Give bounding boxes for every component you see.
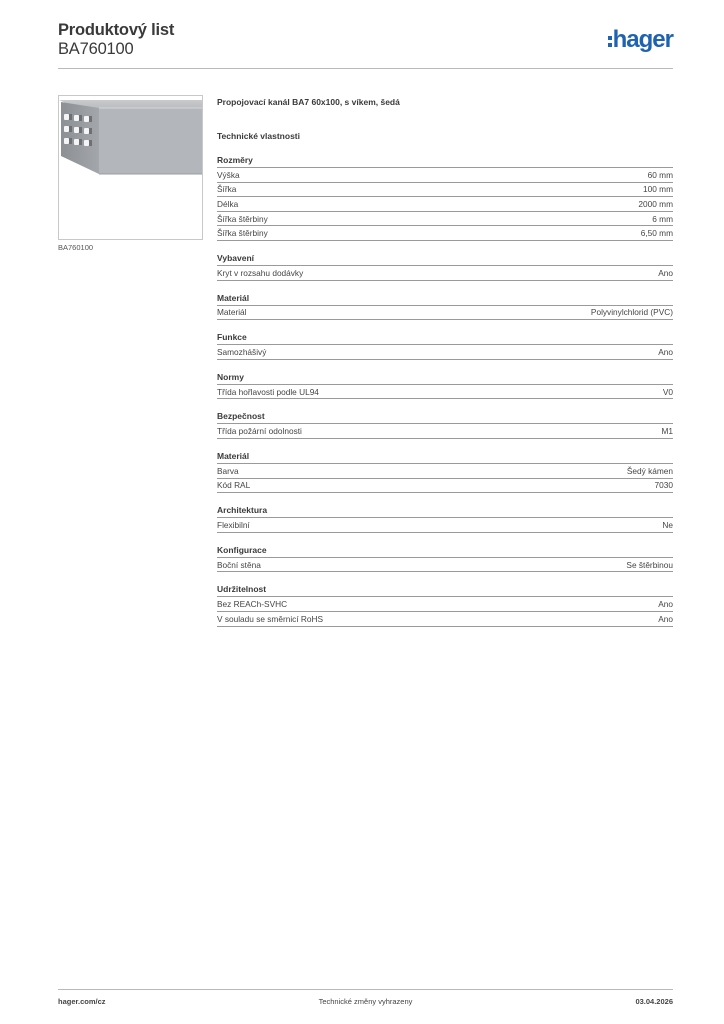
spec-section: [217, 583, 673, 626]
spec-label: Výška: [217, 169, 240, 180]
section-title: Architektura: [217, 504, 673, 518]
section-title: Rozměry: [217, 154, 673, 168]
spec-value: 100 mm: [643, 184, 673, 195]
footer-note: Technické změny vyhrazeny: [318, 997, 413, 1006]
spec-section: [217, 410, 673, 439]
spec-label: Boční stěna: [217, 559, 261, 570]
spec-value: Ano: [658, 599, 673, 610]
spec-value: 6 mm: [652, 213, 673, 224]
technical-properties-heading: Technické vlastnosti: [217, 131, 300, 141]
logo-text: hager: [612, 26, 673, 53]
section-title: Bezpečnost: [217, 410, 673, 424]
spec-value: Ano: [658, 346, 673, 357]
page-header: [58, 20, 673, 70]
spec-section: [217, 544, 673, 573]
spec-value: V0: [662, 386, 673, 397]
spec-value: Ano: [658, 267, 673, 278]
section-title: Funkce: [217, 331, 673, 345]
spec-row: [217, 385, 673, 400]
section-title: Udržitelnost: [217, 583, 673, 597]
spec-label: Flexibilní: [217, 519, 250, 530]
spec-value: 6,50 mm: [640, 228, 673, 239]
spec-row: [217, 424, 673, 439]
spec-section: [217, 450, 673, 493]
section-title: Materiál: [217, 450, 673, 464]
spec-label: Šířka štěrbiny: [217, 228, 268, 239]
spec-label: Materiál: [217, 307, 247, 318]
spec-row: [217, 612, 673, 627]
spec-label: Třída požární odolnosti: [217, 426, 302, 437]
spec-row: [217, 518, 673, 533]
spec-value: Ano: [658, 613, 673, 624]
spec-row: [217, 479, 673, 494]
spec-label: V souladu se směrnicí RoHS: [217, 613, 324, 624]
footer-website-link[interactable]: hager.com/cz: [58, 997, 106, 1006]
spec-row: [217, 597, 673, 612]
hager-logo[interactable]: [608, 27, 673, 53]
spec-sections: [217, 154, 673, 627]
image-caption: BA760100: [58, 243, 94, 252]
spec-value: Polyvinylchlorid (PVC): [590, 307, 673, 318]
section-title: Materiál: [217, 292, 673, 306]
spec-row: [217, 558, 673, 573]
spec-label: Barva: [217, 465, 239, 476]
product-details: [217, 96, 673, 627]
spec-label: Šířka štěrbiny: [217, 213, 268, 224]
spec-row: [217, 464, 673, 479]
spec-label: Třída hořlavosti podle UL94: [217, 386, 319, 397]
footer-divider: [58, 989, 673, 990]
cable-trunking-image: [59, 96, 202, 239]
spec-label: Délka: [217, 198, 239, 209]
spec-section: [217, 331, 673, 360]
spec-row: [217, 266, 673, 281]
section-title: Normy: [217, 371, 673, 385]
spec-label: Bez REACh-SVHC: [217, 599, 288, 610]
section-title: Vybavení: [217, 252, 673, 266]
spec-label: Kód RAL: [217, 480, 251, 491]
spec-value: Se štěrbinou: [626, 559, 673, 570]
spec-label: Kryt v rozsahu dodávky: [217, 267, 304, 278]
spec-row: [217, 197, 673, 212]
footer-date: 03.04.2026: [635, 997, 673, 1006]
spec-row: [217, 212, 673, 227]
spec-value: 7030: [654, 480, 673, 491]
spec-value: 60 mm: [647, 169, 673, 180]
spec-label: Šířka: [217, 184, 237, 195]
spec-row: [217, 183, 673, 198]
header-divider: [58, 68, 673, 69]
spec-value: Šedý kámen: [626, 465, 673, 476]
spec-section: [217, 292, 673, 321]
spec-value: 2000 mm: [638, 198, 673, 209]
spec-value: M1: [661, 426, 673, 437]
spec-row: [217, 226, 673, 241]
spec-section: [217, 371, 673, 400]
spec-label: Samozhášivý: [217, 346, 267, 357]
page-title: Produktový list: [58, 21, 175, 39]
spec-row: [217, 345, 673, 360]
spec-section: [217, 154, 673, 241]
product-code: BA760100: [58, 40, 134, 58]
spec-row: [217, 168, 673, 183]
product-image: [58, 95, 203, 240]
spec-row: [217, 306, 673, 321]
section-title: Konfigurace: [217, 544, 673, 558]
product-description: Propojovací kanál BA7 60x100, s víkem, šedá: [217, 97, 400, 107]
spec-section: [217, 504, 673, 533]
logo-dots-icon: [608, 36, 612, 47]
spec-section: [217, 252, 673, 281]
spec-value: Ne: [662, 519, 673, 530]
